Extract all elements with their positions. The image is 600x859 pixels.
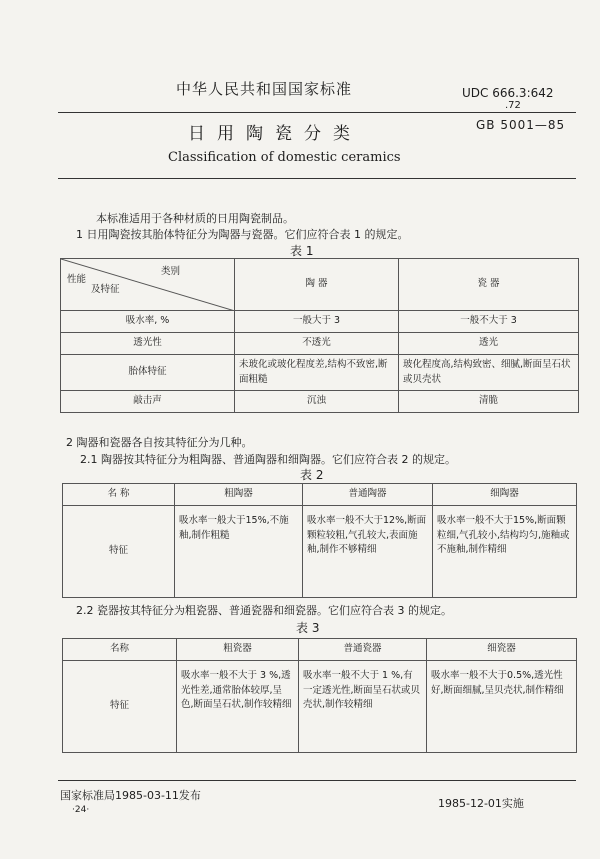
table3-header-name: 名称: [63, 639, 177, 661]
header-rule-bottom: [58, 178, 576, 179]
issuer-title: 中华人民共和国国家标准: [176, 80, 353, 98]
table1-cell: 透光: [399, 333, 579, 355]
corner-label-category: 类别: [161, 266, 181, 277]
table3-cell: 吸水率一般不大于0.5%,透光性好,断面细腻,呈贝壳状,制作精细: [427, 661, 577, 753]
table2-header-col: 粗陶器: [175, 484, 303, 506]
udc-code-suffix: .72: [505, 100, 521, 111]
footer-rule: [58, 780, 576, 781]
table2-cell: 吸水率一般不大于15%,断面颗粒细,气孔较小,结构均匀,施釉或不施釉,制作精细: [433, 506, 577, 598]
table1-header-pottery: 陶 器: [235, 259, 399, 311]
table-2: [62, 483, 577, 598]
table1-cell: 沉浊: [235, 391, 399, 413]
table2-caption: 表 2: [300, 468, 324, 482]
table3-cell: 吸水率一般不大于 1 %,有一定透光性,断面呈石状或贝壳状,制作较精细: [299, 661, 427, 753]
table1-row-label: 敲击声: [61, 391, 235, 413]
table1-row-label: 透光性: [61, 333, 235, 355]
table3-header-col: 粗瓷器: [177, 639, 299, 661]
table2-header-name: 名 称: [63, 484, 175, 506]
corner-label-property: 性能: [67, 274, 87, 285]
table2-row-label: 特征: [63, 506, 175, 598]
table-row: [61, 391, 579, 413]
table-row: [61, 311, 579, 333]
corner-label-feature: 及特征: [91, 284, 120, 295]
page-number: ·24·: [72, 805, 90, 815]
table1-cell: 一般大于 3: [235, 311, 399, 333]
document-title: 日用陶瓷分类: [188, 124, 362, 144]
table2-header-col: 普通陶器: [303, 484, 433, 506]
table1-row-label: 吸水率, %: [61, 311, 235, 333]
section-1: 1 日用陶瓷按其胎体特征分为陶器与瓷器。它们应符合表 1 的规定。: [76, 228, 409, 241]
table1-cell: 一般不大于 3: [399, 311, 579, 333]
table1-cell: 未玻化或玻化程度差,结构不致密,断面粗糙: [235, 355, 399, 391]
table3-header-col: 细瓷器: [427, 639, 577, 661]
table1-cell: 清脆: [399, 391, 579, 413]
table-row: [63, 661, 577, 753]
section-2: 2 陶器和瓷器各自按其特征分为几种。: [66, 436, 253, 449]
diagonal-line: [61, 259, 235, 311]
table2-cell: 吸水率一般大于15%,不施釉,制作粗糙: [175, 506, 303, 598]
intro-paragraph: 本标准适用于各种材质的日用陶瓷制品。: [96, 212, 294, 225]
table3-caption: 表 3: [296, 621, 320, 635]
table3-row-label: 特征: [63, 661, 177, 753]
table2-header-col: 细陶器: [433, 484, 577, 506]
table1-cell: 不透光: [235, 333, 399, 355]
table1-caption: 表 1: [290, 244, 314, 258]
table-row: [63, 506, 577, 598]
table-row: [61, 333, 579, 355]
table1-header-porcelain: 瓷 器: [399, 259, 579, 311]
section-2-1: 2.1 陶器按其特征分为粗陶器、普通陶器和细陶器。它们应符合表 2 的规定。: [80, 453, 456, 466]
effective-date: 1985-12-01实施: [438, 797, 524, 810]
header-rule-top: [58, 112, 576, 113]
table1-row-label: 胎体特征: [61, 355, 235, 391]
table-row: [61, 355, 579, 391]
issue-date: 国家标准局1985-03-11发布: [60, 789, 201, 802]
section-2-2: 2.2 瓷器按其特征分为粗瓷器、普通瓷器和细瓷器。它们应符合表 3 的规定。: [76, 604, 452, 617]
table1-corner-cell: [61, 259, 235, 311]
udc-code: UDC 666.3:642: [462, 86, 554, 100]
table2-cell: 吸水率一般不大于12%,断面颗粒较粗,气孔较大,表面施釉,制作不够精细: [303, 506, 433, 598]
document-title-en: Classification of domestic ceramics: [168, 150, 401, 165]
table-1: [60, 258, 579, 413]
gb-number: GB 5001—85: [476, 118, 566, 132]
table3-header-col: 普通瓷器: [299, 639, 427, 661]
table-3: [62, 638, 577, 753]
table3-cell: 吸水率一般不大于 3 %,透光性差,通常胎体较厚,呈色,断面呈石状,制作较精细: [177, 661, 299, 753]
table1-cell: 玻化程度高,结构致密、细腻,断面呈石状或贝壳状: [399, 355, 579, 391]
